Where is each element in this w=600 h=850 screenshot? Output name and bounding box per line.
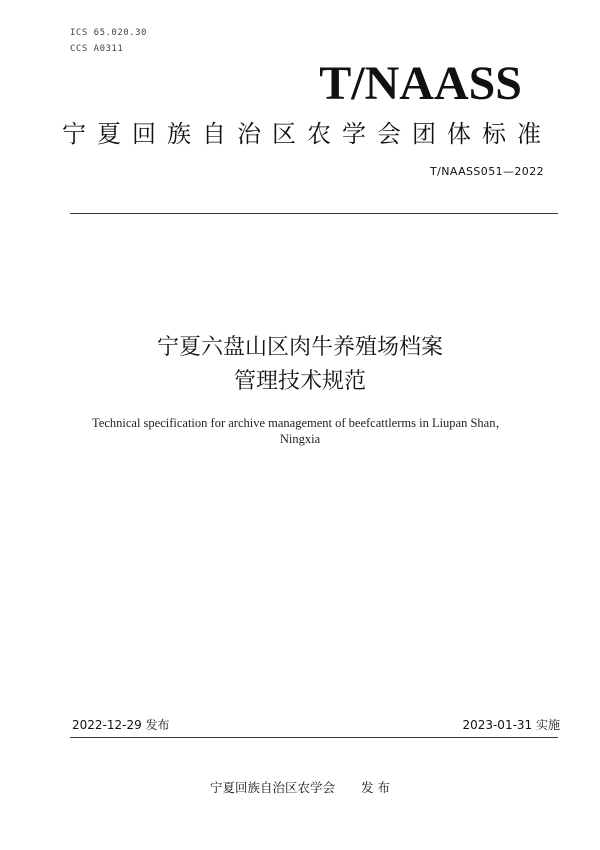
bottom-divider <box>70 737 558 738</box>
publish-label: 发 布 <box>361 780 390 795</box>
publisher-name: 宁夏回族自治区农学会 <box>210 780 336 795</box>
standard-code: T/NAASS051—2022 <box>430 165 544 178</box>
standard-type: 宁夏回族自治区农学会团体标准 <box>62 120 552 148</box>
title-zh-line2: 管理技术规范 <box>233 369 366 394</box>
top-divider <box>70 213 558 214</box>
ics-code: ICS 65.020.30 <box>70 28 147 38</box>
ccs-code: CCS A0311 <box>70 44 124 54</box>
title-en-line2: Ningxia <box>279 432 321 446</box>
title-zh-line1: 宁夏六盘山区肉牛养殖场档案 <box>156 335 443 360</box>
standard-logo: T/NAASS <box>319 57 522 110</box>
implement-date: 2023-01-31 实施 <box>462 718 560 732</box>
issue-date: 2022-12-29 发布 <box>72 718 170 732</box>
publisher-line <box>0 778 600 796</box>
title-en-line1: Technical specification for archive management of beefcattlerms in Liupan Shan， <box>92 416 508 430</box>
